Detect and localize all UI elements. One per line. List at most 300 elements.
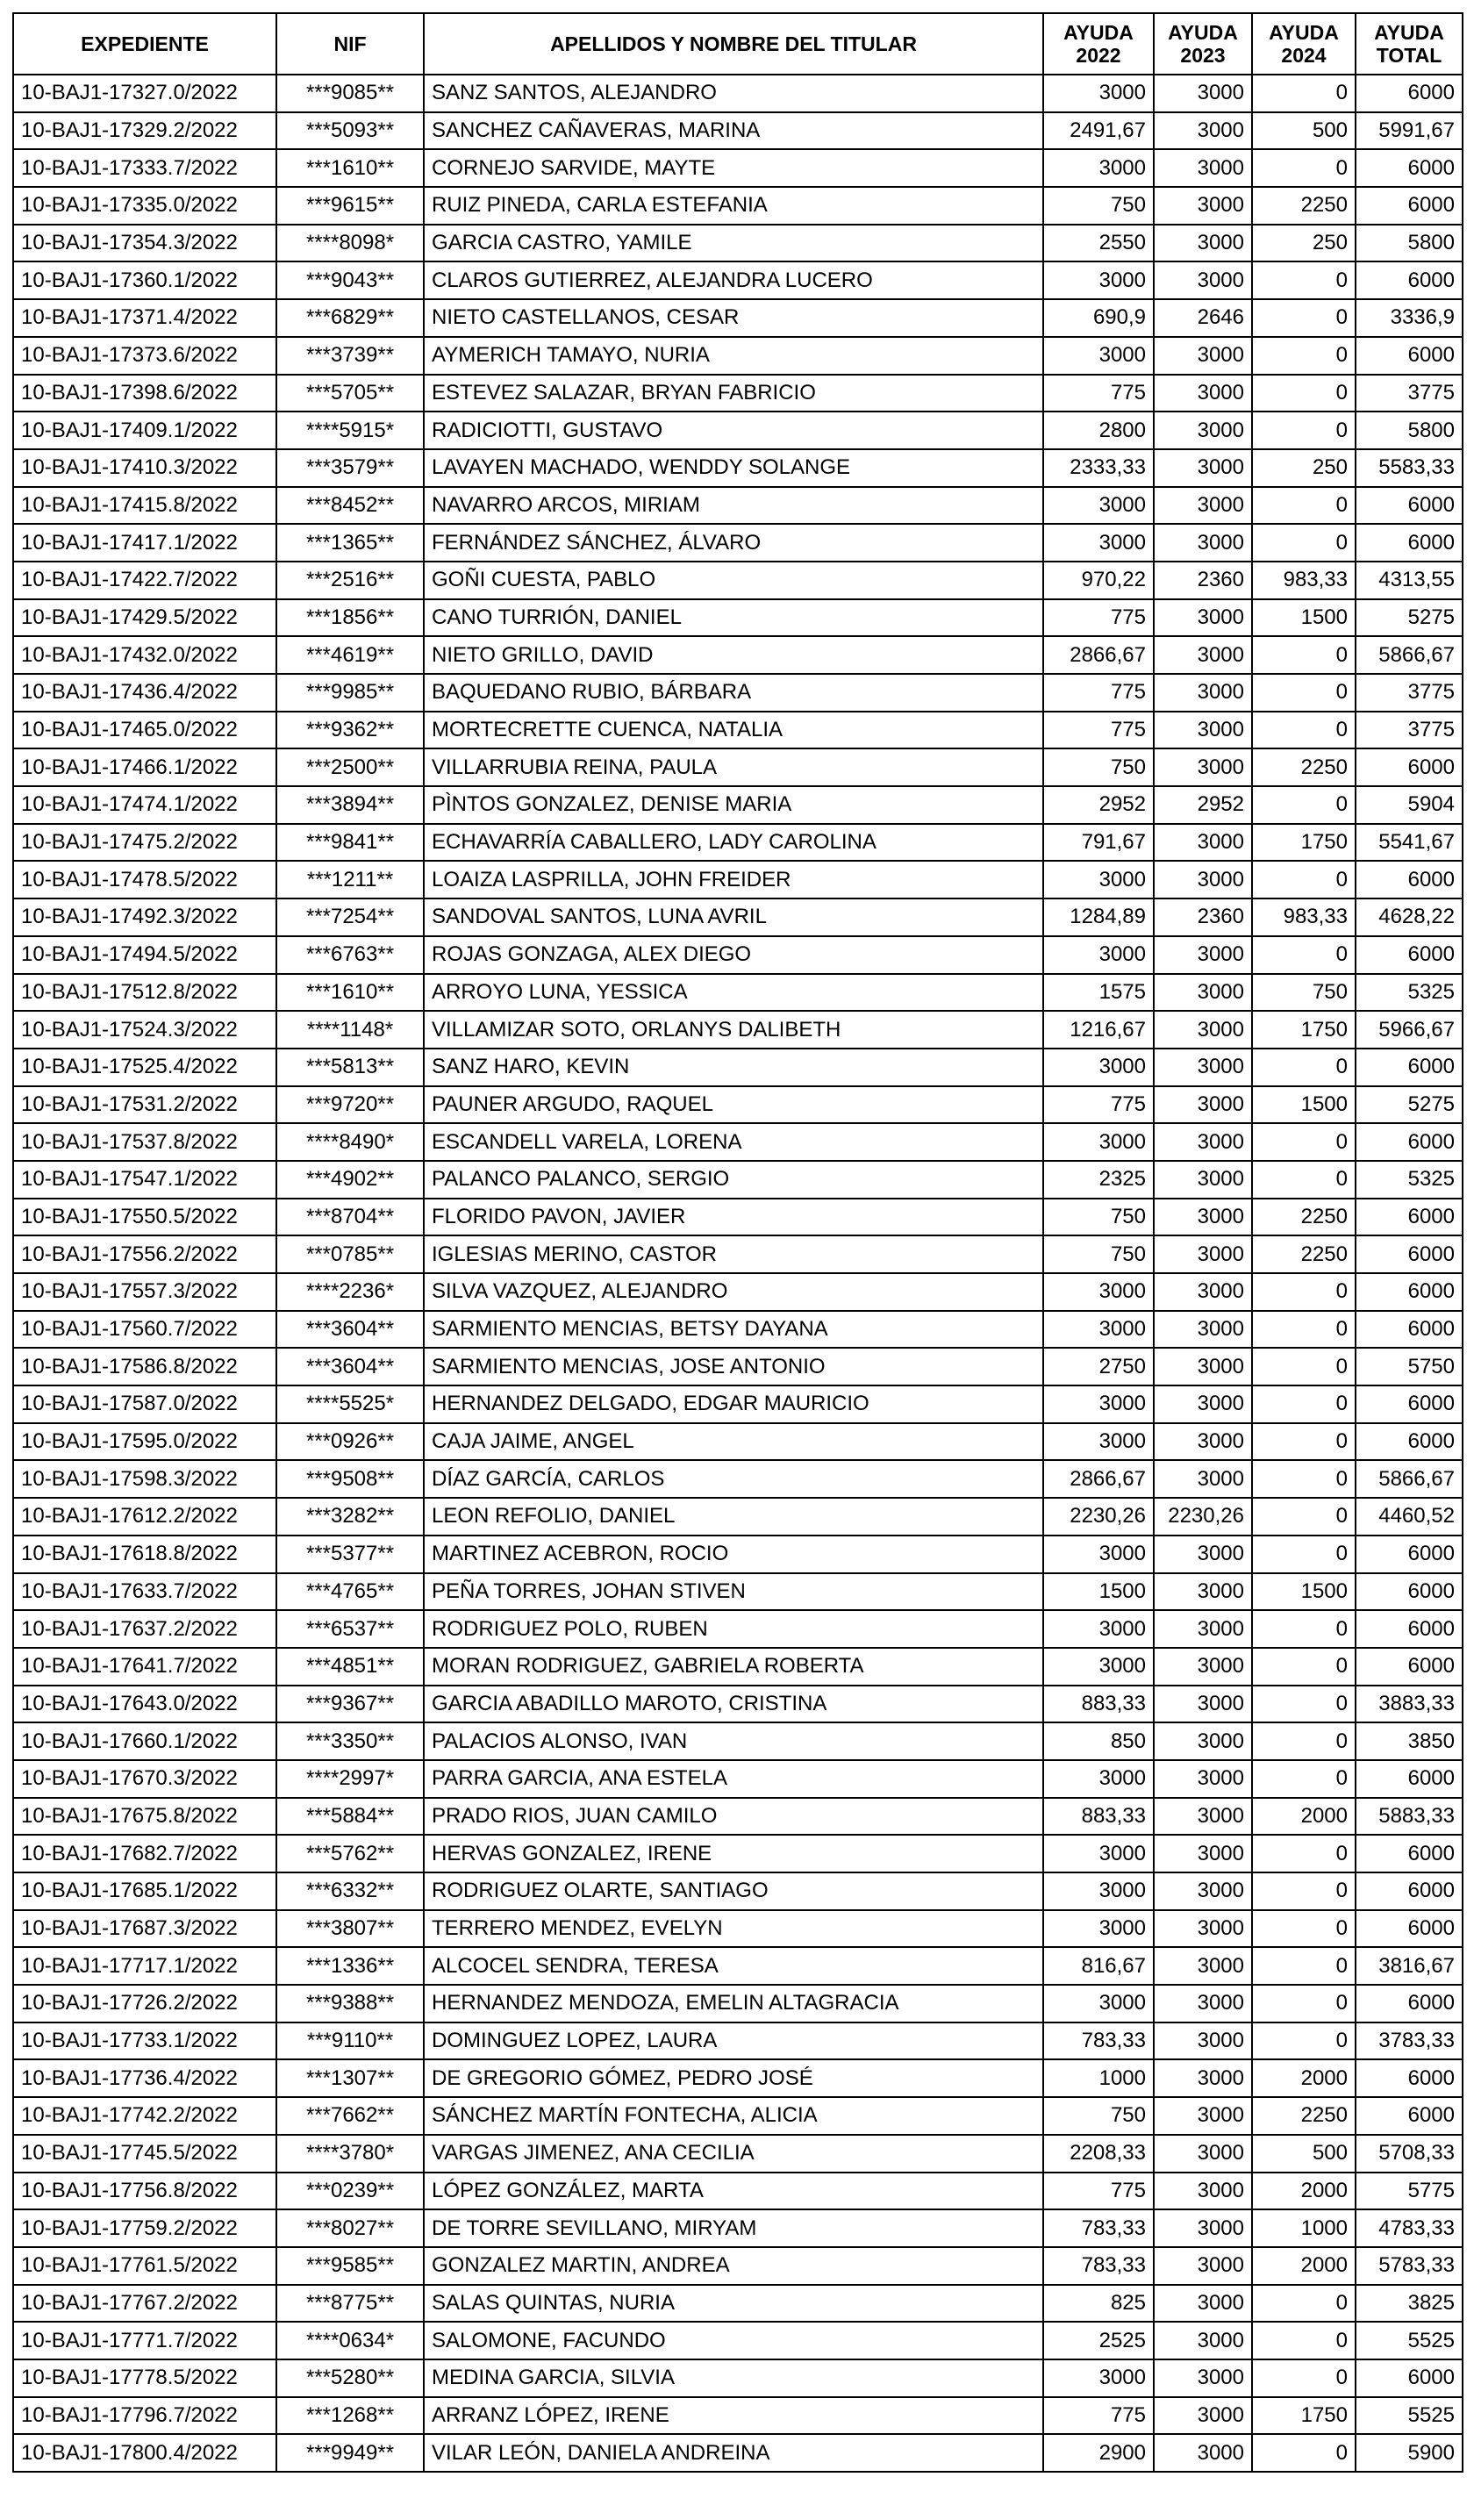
cell-ayuda-2022: 775 (1043, 712, 1154, 749)
cell-ayuda-2023: 3000 (1154, 599, 1252, 637)
cell-nombre: PALACIOS ALONSO, IVAN (424, 1722, 1043, 1760)
cell-ayuda-2022: 750 (1043, 1235, 1154, 1273)
cell-ayuda-2022: 3000 (1043, 1385, 1154, 1423)
cell-expediente: 10-BAJ1-17335.0/2022 (13, 187, 276, 225)
cell-ayuda-2023: 3000 (1154, 2135, 1252, 2173)
cell-ayuda-total: 6000 (1356, 75, 1463, 112)
cell-nombre: GARCIA ABADILLO MAROTO, CRISTINA (424, 1686, 1043, 1723)
cell-ayuda-2022: 2525 (1043, 2322, 1154, 2359)
cell-nif: ***0785** (276, 1235, 424, 1273)
cell-ayuda-total: 6000 (1356, 1235, 1463, 1273)
cell-ayuda-2022: 1575 (1043, 974, 1154, 1012)
cell-nombre: TERRERO MENDEZ, EVELYN (424, 1910, 1043, 1948)
cell-ayuda-2024: 0 (1252, 1273, 1356, 1311)
cell-ayuda-2023: 3000 (1154, 1947, 1252, 1985)
header-ayuda-2022-line1: AYUDA (1063, 21, 1134, 44)
cell-ayuda-2024: 2000 (1252, 1798, 1356, 1836)
table-row (13, 1498, 1463, 1536)
table-row (13, 337, 1463, 375)
cell-expediente: 10-BAJ1-17796.7/2022 (13, 2397, 276, 2435)
cell-ayuda-2022: 3000 (1043, 1610, 1154, 1648)
cell-expediente: 10-BAJ1-17429.5/2022 (13, 599, 276, 637)
cell-expediente: 10-BAJ1-17398.6/2022 (13, 375, 276, 412)
cell-ayuda-2024: 1000 (1252, 2209, 1356, 2247)
cell-ayuda-2023: 3000 (1154, 1348, 1252, 1385)
cell-ayuda-2023: 3000 (1154, 1385, 1252, 1423)
cell-ayuda-total: 6000 (1356, 1423, 1463, 1461)
cell-nombre: PRADO RIOS, JUAN CAMILO (424, 1798, 1043, 1836)
header-ayuda-2023-line1: AYUDA (1168, 21, 1238, 44)
cell-ayuda-2023: 3000 (1154, 1610, 1252, 1648)
header-ayuda-2024-line2: 2024 (1281, 44, 1327, 67)
table-row (13, 412, 1463, 449)
header-nombre: APELLIDOS Y NOMBRE DEL TITULAR (424, 13, 1043, 75)
cell-ayuda-2024: 2250 (1252, 1235, 1356, 1273)
cell-ayuda-2024: 1750 (1252, 824, 1356, 862)
cell-ayuda-2023: 3000 (1154, 1199, 1252, 1236)
cell-ayuda-2022: 3000 (1043, 1311, 1154, 1349)
cell-ayuda-2022: 750 (1043, 748, 1154, 786)
cell-ayuda-2024: 0 (1252, 861, 1356, 898)
cell-nif: ***6332** (276, 1872, 424, 1910)
header-nif: NIF (276, 13, 424, 75)
cell-expediente: 10-BAJ1-17595.0/2022 (13, 1423, 276, 1461)
cell-nombre: ECHAVARRÍA CABALLERO, LADY CAROLINA (424, 824, 1043, 862)
cell-ayuda-total: 5991,67 (1356, 112, 1463, 150)
cell-expediente: 10-BAJ1-17726.2/2022 (13, 1985, 276, 2022)
cell-ayuda-2022: 2491,67 (1043, 112, 1154, 150)
cell-nombre: RODRIGUEZ OLARTE, SANTIAGO (424, 1872, 1043, 1910)
cell-ayuda-2022: 2800 (1043, 412, 1154, 449)
cell-nombre: ALCOCEL SENDRA, TERESA (424, 1947, 1043, 1985)
cell-nif: ****2236* (276, 1273, 424, 1311)
cell-ayuda-2022: 3000 (1043, 261, 1154, 299)
cell-nombre: FLORIDO PAVON, JAVIER (424, 1199, 1043, 1236)
cell-ayuda-total: 5800 (1356, 412, 1463, 449)
cell-nombre: PALANCO PALANCO, SERGIO (424, 1161, 1043, 1199)
cell-ayuda-2024: 0 (1252, 1610, 1356, 1648)
table-row (13, 1235, 1463, 1273)
cell-ayuda-2023: 3000 (1154, 1086, 1252, 1124)
cell-ayuda-2022: 3000 (1043, 75, 1154, 112)
cell-nif: ***9508** (276, 1460, 424, 1498)
cell-expediente: 10-BAJ1-17373.6/2022 (13, 337, 276, 375)
table-row (13, 1086, 1463, 1124)
cell-nif: ***3350** (276, 1722, 424, 1760)
cell-ayuda-total: 6000 (1356, 748, 1463, 786)
cell-ayuda-2024: 0 (1252, 1985, 1356, 2022)
cell-nombre: DE TORRE SEVILLANO, MIRYAM (424, 2209, 1043, 2247)
cell-nif: ***8775** (276, 2285, 424, 2323)
cell-nif: ****0634* (276, 2322, 424, 2359)
cell-expediente: 10-BAJ1-17436.4/2022 (13, 674, 276, 712)
cell-expediente: 10-BAJ1-17759.2/2022 (13, 2209, 276, 2247)
cell-ayuda-2022: 2952 (1043, 786, 1154, 824)
cell-ayuda-2024: 1500 (1252, 1573, 1356, 1611)
cell-ayuda-2023: 3000 (1154, 2097, 1252, 2135)
cell-expediente: 10-BAJ1-17537.8/2022 (13, 1123, 276, 1161)
cell-expediente: 10-BAJ1-17643.0/2022 (13, 1686, 276, 1723)
cell-ayuda-total: 5325 (1356, 1161, 1463, 1199)
header-ayuda-total-line2: TOTAL (1376, 44, 1442, 67)
cell-ayuda-2024: 0 (1252, 1385, 1356, 1423)
cell-expediente: 10-BAJ1-17354.3/2022 (13, 225, 276, 262)
cell-ayuda-total: 5866,67 (1356, 1460, 1463, 1498)
cell-ayuda-2024: 0 (1252, 1722, 1356, 1760)
header-ayuda-2022 (1043, 13, 1154, 75)
cell-expediente: 10-BAJ1-17670.3/2022 (13, 1760, 276, 1798)
cell-ayuda-2023: 3000 (1154, 974, 1252, 1012)
cell-ayuda-total: 6000 (1356, 149, 1463, 187)
cell-ayuda-2024: 250 (1252, 225, 1356, 262)
cell-nombre: LOAIZA LASPRILLA, JOHN FREIDER (424, 861, 1043, 898)
cell-ayuda-2024: 0 (1252, 487, 1356, 525)
cell-ayuda-2022: 1000 (1043, 2059, 1154, 2097)
cell-ayuda-2024: 750 (1252, 974, 1356, 1012)
cell-ayuda-total: 5783,33 (1356, 2247, 1463, 2285)
cell-ayuda-total: 3783,33 (1356, 2022, 1463, 2060)
cell-ayuda-2023: 3000 (1154, 1573, 1252, 1611)
cell-expediente: 10-BAJ1-17492.3/2022 (13, 898, 276, 936)
cell-ayuda-2024: 983,33 (1252, 898, 1356, 936)
cell-nombre: MEDINA GARCIA, SILVIA (424, 2359, 1043, 2397)
cell-ayuda-total: 6000 (1356, 1610, 1463, 1648)
cell-ayuda-2024: 0 (1252, 261, 1356, 299)
cell-ayuda-2024: 0 (1252, 375, 1356, 412)
cell-expediente: 10-BAJ1-17478.5/2022 (13, 861, 276, 898)
cell-nombre: AYMERICH TAMAYO, NURIA (424, 337, 1043, 375)
table-row (13, 1423, 1463, 1461)
cell-nif: ****3780* (276, 2135, 424, 2173)
cell-ayuda-total: 6000 (1356, 2059, 1463, 2097)
cell-nif: ***1268** (276, 2397, 424, 2435)
cell-nombre: DOMINGUEZ LOPEZ, LAURA (424, 2022, 1043, 2060)
cell-expediente: 10-BAJ1-17742.2/2022 (13, 2097, 276, 2135)
cell-ayuda-2023: 3000 (1154, 1011, 1252, 1049)
table-row (13, 1648, 1463, 1686)
cell-ayuda-2023: 3000 (1154, 1460, 1252, 1498)
table-row (13, 225, 1463, 262)
cell-expediente: 10-BAJ1-17612.2/2022 (13, 1498, 276, 1536)
table-row (13, 2247, 1463, 2285)
cell-ayuda-2024: 250 (1252, 449, 1356, 487)
cell-ayuda-2023: 2360 (1154, 562, 1252, 599)
cell-ayuda-total: 6000 (1356, 1199, 1463, 1236)
cell-ayuda-2022: 775 (1043, 674, 1154, 712)
cell-expediente: 10-BAJ1-17660.1/2022 (13, 1722, 276, 1760)
cell-ayuda-2023: 3000 (1154, 449, 1252, 487)
cell-ayuda-2023: 3000 (1154, 1910, 1252, 1948)
cell-ayuda-2022: 883,33 (1043, 1798, 1154, 1836)
cell-expediente: 10-BAJ1-17745.5/2022 (13, 2135, 276, 2173)
cell-expediente: 10-BAJ1-17586.8/2022 (13, 1348, 276, 1385)
cell-ayuda-2022: 816,67 (1043, 1947, 1154, 1985)
cell-nif: ***8452** (276, 487, 424, 525)
cell-ayuda-2024: 0 (1252, 75, 1356, 112)
grants-table (12, 12, 1463, 2473)
cell-ayuda-2024: 0 (1252, 1910, 1356, 1948)
cell-ayuda-2024: 2000 (1252, 2173, 1356, 2210)
table-row (13, 2173, 1463, 2210)
cell-ayuda-2024: 0 (1252, 1498, 1356, 1536)
cell-nombre: SANZ SANTOS, ALEJANDRO (424, 75, 1043, 112)
cell-ayuda-total: 6000 (1356, 261, 1463, 299)
cell-ayuda-2024: 0 (1252, 1460, 1356, 1498)
cell-ayuda-2023: 3000 (1154, 1536, 1252, 1573)
cell-ayuda-2024: 2250 (1252, 1199, 1356, 1236)
cell-nombre: ARROYO LUNA, YESSICA (424, 974, 1043, 1012)
cell-ayuda-2023: 3000 (1154, 225, 1252, 262)
cell-nif: ***1856** (276, 599, 424, 637)
cell-ayuda-2024: 0 (1252, 936, 1356, 974)
cell-ayuda-2022: 3000 (1043, 1985, 1154, 2022)
cell-ayuda-2023: 3000 (1154, 824, 1252, 862)
cell-nombre: HERNANDEZ MENDOZA, EMELIN ALTAGRACIA (424, 1985, 1043, 2022)
cell-ayuda-total: 3775 (1356, 712, 1463, 749)
table-row (13, 674, 1463, 712)
cell-ayuda-2024: 2000 (1252, 2059, 1356, 2097)
cell-expediente: 10-BAJ1-17410.3/2022 (13, 449, 276, 487)
cell-ayuda-2022: 3000 (1043, 1648, 1154, 1686)
table-row (13, 1199, 1463, 1236)
header-expediente: EXPEDIENTE (13, 13, 276, 75)
cell-ayuda-2023: 3000 (1154, 1049, 1252, 1086)
cell-ayuda-2024: 1750 (1252, 2397, 1356, 2435)
cell-ayuda-2022: 3000 (1043, 149, 1154, 187)
cell-ayuda-total: 4313,55 (1356, 562, 1463, 599)
cell-ayuda-2023: 3000 (1154, 674, 1252, 712)
cell-ayuda-2022: 3000 (1043, 1872, 1154, 1910)
cell-ayuda-2023: 3000 (1154, 2022, 1252, 2060)
cell-ayuda-total: 5966,67 (1356, 1011, 1463, 1049)
cell-expediente: 10-BAJ1-17717.1/2022 (13, 1947, 276, 1985)
cell-ayuda-total: 6000 (1356, 1049, 1463, 1086)
cell-nif: ***0239** (276, 2173, 424, 2210)
cell-nif: ***6537** (276, 1610, 424, 1648)
table-header (13, 13, 1463, 75)
cell-nombre: GONZALEZ MARTIN, ANDREA (424, 2247, 1043, 2285)
cell-nif: ***4851** (276, 1648, 424, 1686)
cell-ayuda-2022: 3000 (1043, 1123, 1154, 1161)
table-row (13, 936, 1463, 974)
table-row (13, 599, 1463, 637)
cell-nif: ***9985** (276, 674, 424, 712)
cell-nif: ***1610** (276, 149, 424, 187)
cell-expediente: 10-BAJ1-17333.7/2022 (13, 149, 276, 187)
cell-ayuda-2024: 983,33 (1252, 562, 1356, 599)
cell-nif: ****5525* (276, 1385, 424, 1423)
cell-ayuda-2023: 3000 (1154, 1311, 1252, 1349)
table-row (13, 898, 1463, 936)
cell-expediente: 10-BAJ1-17736.4/2022 (13, 2059, 276, 2097)
cell-nif: ***2516** (276, 562, 424, 599)
cell-nif: ***3282** (276, 1498, 424, 1536)
cell-ayuda-2022: 2866,67 (1043, 1460, 1154, 1498)
cell-expediente: 10-BAJ1-17409.1/2022 (13, 412, 276, 449)
cell-expediente: 10-BAJ1-17422.7/2022 (13, 562, 276, 599)
cell-ayuda-2024: 1500 (1252, 599, 1356, 637)
table-row (13, 2022, 1463, 2060)
cell-ayuda-2024: 0 (1252, 1835, 1356, 1872)
table-row (13, 1760, 1463, 1798)
cell-ayuda-2024: 500 (1252, 112, 1356, 150)
cell-nif: ****2997* (276, 1760, 424, 1798)
cell-ayuda-2022: 3000 (1043, 2359, 1154, 2397)
table-row (13, 299, 1463, 337)
cell-expediente: 10-BAJ1-17494.5/2022 (13, 936, 276, 974)
cell-nombre: VARGAS JIMENEZ, ANA CECILIA (424, 2135, 1043, 2173)
cell-ayuda-2024: 0 (1252, 674, 1356, 712)
cell-expediente: 10-BAJ1-17474.1/2022 (13, 786, 276, 824)
cell-ayuda-2022: 970,22 (1043, 562, 1154, 599)
table-row (13, 2285, 1463, 2323)
cell-ayuda-total: 6000 (1356, 2097, 1463, 2135)
cell-ayuda-2022: 1284,89 (1043, 898, 1154, 936)
cell-ayuda-2024: 0 (1252, 2359, 1356, 2397)
cell-expediente: 10-BAJ1-17432.0/2022 (13, 636, 276, 674)
cell-ayuda-2024: 0 (1252, 1049, 1356, 1086)
cell-ayuda-total: 6000 (1356, 2359, 1463, 2397)
table-row (13, 1573, 1463, 1611)
cell-ayuda-2023: 3000 (1154, 2173, 1252, 2210)
cell-nif: ***9585** (276, 2247, 424, 2285)
cell-ayuda-2022: 791,67 (1043, 824, 1154, 862)
table-row (13, 1686, 1463, 1723)
cell-expediente: 10-BAJ1-17633.7/2022 (13, 1573, 276, 1611)
cell-ayuda-2023: 3000 (1154, 2434, 1252, 2472)
cell-ayuda-2024: 0 (1252, 2434, 1356, 2472)
cell-ayuda-2023: 3000 (1154, 261, 1252, 299)
cell-ayuda-2022: 690,9 (1043, 299, 1154, 337)
cell-ayuda-2024: 0 (1252, 2285, 1356, 2323)
cell-ayuda-2022: 2208,33 (1043, 2135, 1154, 2173)
cell-ayuda-2023: 3000 (1154, 1161, 1252, 1199)
cell-ayuda-total: 5708,33 (1356, 2135, 1463, 2173)
cell-ayuda-2022: 883,33 (1043, 1686, 1154, 1723)
cell-ayuda-2023: 3000 (1154, 936, 1252, 974)
cell-nombre: PAUNER ARGUDO, RAQUEL (424, 1086, 1043, 1124)
cell-nombre: MORTECRETTE CUENCA, NATALIA (424, 712, 1043, 749)
table-row (13, 1348, 1463, 1385)
header-ayuda-2024-line1: AYUDA (1269, 21, 1339, 44)
cell-ayuda-2023: 3000 (1154, 1648, 1252, 1686)
cell-nif: ***1336** (276, 1947, 424, 1985)
table-row (13, 261, 1463, 299)
cell-nif: ***3739** (276, 337, 424, 375)
cell-nombre: IGLESIAS MERINO, CASTOR (424, 1235, 1043, 1273)
cell-ayuda-2023: 3000 (1154, 112, 1252, 150)
cell-nif: ***4765** (276, 1573, 424, 1611)
cell-ayuda-2022: 3000 (1043, 1910, 1154, 1948)
cell-ayuda-2023: 3000 (1154, 375, 1252, 412)
table-row (13, 1273, 1463, 1311)
cell-ayuda-2024: 0 (1252, 1348, 1356, 1385)
cell-ayuda-2023: 3000 (1154, 2397, 1252, 2435)
cell-nif: ***4619** (276, 636, 424, 674)
table-row (13, 2135, 1463, 2173)
cell-ayuda-2023: 3000 (1154, 712, 1252, 749)
header-ayuda-total (1356, 13, 1463, 75)
cell-nombre: GOÑI CUESTA, PABLO (424, 562, 1043, 599)
cell-ayuda-total: 6000 (1356, 487, 1463, 525)
cell-nif: ***9615** (276, 187, 424, 225)
cell-nif: ***3807** (276, 1910, 424, 1948)
cell-ayuda-total: 6000 (1356, 524, 1463, 562)
cell-ayuda-2024: 2250 (1252, 187, 1356, 225)
cell-nombre: MARTINEZ ACEBRON, ROCIO (424, 1536, 1043, 1573)
cell-ayuda-2023: 3000 (1154, 524, 1252, 562)
cell-ayuda-2023: 3000 (1154, 2285, 1252, 2323)
cell-expediente: 10-BAJ1-17360.1/2022 (13, 261, 276, 299)
cell-ayuda-2023: 3000 (1154, 75, 1252, 112)
table-row (13, 748, 1463, 786)
cell-nif: ***5280** (276, 2359, 424, 2397)
cell-ayuda-2022: 3000 (1043, 524, 1154, 562)
cell-ayuda-2024: 0 (1252, 1161, 1356, 1199)
cell-ayuda-2024: 0 (1252, 1536, 1356, 1573)
cell-ayuda-2022: 2866,67 (1043, 636, 1154, 674)
cell-ayuda-total: 5883,33 (1356, 1798, 1463, 1836)
cell-ayuda-total: 3850 (1356, 1722, 1463, 1760)
cell-ayuda-2022: 783,33 (1043, 2209, 1154, 2247)
cell-nombre: SALAS QUINTAS, NURIA (424, 2285, 1043, 2323)
cell-expediente: 10-BAJ1-17512.8/2022 (13, 974, 276, 1012)
table-row (13, 1011, 1463, 1049)
table-row (13, 712, 1463, 749)
cell-ayuda-2023: 3000 (1154, 2322, 1252, 2359)
cell-nombre: CLAROS GUTIERREZ, ALEJANDRA LUCERO (424, 261, 1043, 299)
cell-ayuda-2022: 825 (1043, 2285, 1154, 2323)
cell-ayuda-total: 6000 (1356, 187, 1463, 225)
table-row (13, 824, 1463, 862)
table-row (13, 149, 1463, 187)
cell-ayuda-2023: 3000 (1154, 187, 1252, 225)
cell-ayuda-2024: 2250 (1252, 748, 1356, 786)
cell-ayuda-2024: 0 (1252, 636, 1356, 674)
cell-nombre: RODRIGUEZ POLO, RUBEN (424, 1610, 1043, 1648)
cell-nif: ***6763** (276, 936, 424, 974)
cell-nombre: NIETO CASTELLANOS, CESAR (424, 299, 1043, 337)
cell-nif: ***5093** (276, 112, 424, 150)
cell-ayuda-2023: 3000 (1154, 1123, 1252, 1161)
cell-ayuda-total: 5750 (1356, 1348, 1463, 1385)
cell-nombre: CORNEJO SARVIDE, MAYTE (424, 149, 1043, 187)
cell-ayuda-2024: 0 (1252, 1648, 1356, 1686)
cell-ayuda-total: 3775 (1356, 674, 1463, 712)
table-row (13, 187, 1463, 225)
table-row (13, 2097, 1463, 2135)
cell-nombre: SANCHEZ CAÑAVERAS, MARINA (424, 112, 1043, 150)
cell-nombre: RUIZ PINEDA, CARLA ESTEFANIA (424, 187, 1043, 225)
cell-ayuda-total: 6000 (1356, 1760, 1463, 1798)
table-row (13, 1610, 1463, 1648)
cell-expediente: 10-BAJ1-17525.4/2022 (13, 1049, 276, 1086)
cell-ayuda-total: 5275 (1356, 1086, 1463, 1124)
table-row (13, 1536, 1463, 1573)
cell-nif: ****5915* (276, 412, 424, 449)
cell-nif: ***5813** (276, 1049, 424, 1086)
cell-nombre: LÓPEZ GONZÁLEZ, MARTA (424, 2173, 1043, 2210)
cell-ayuda-2024: 0 (1252, 1123, 1356, 1161)
cell-ayuda-2023: 3000 (1154, 2209, 1252, 2247)
cell-ayuda-2023: 3000 (1154, 1722, 1252, 1760)
cell-expediente: 10-BAJ1-17637.2/2022 (13, 1610, 276, 1648)
cell-ayuda-2024: 0 (1252, 1760, 1356, 1798)
header-row (13, 13, 1463, 75)
cell-ayuda-2024: 0 (1252, 149, 1356, 187)
cell-expediente: 10-BAJ1-17371.4/2022 (13, 299, 276, 337)
table-row (13, 786, 1463, 824)
